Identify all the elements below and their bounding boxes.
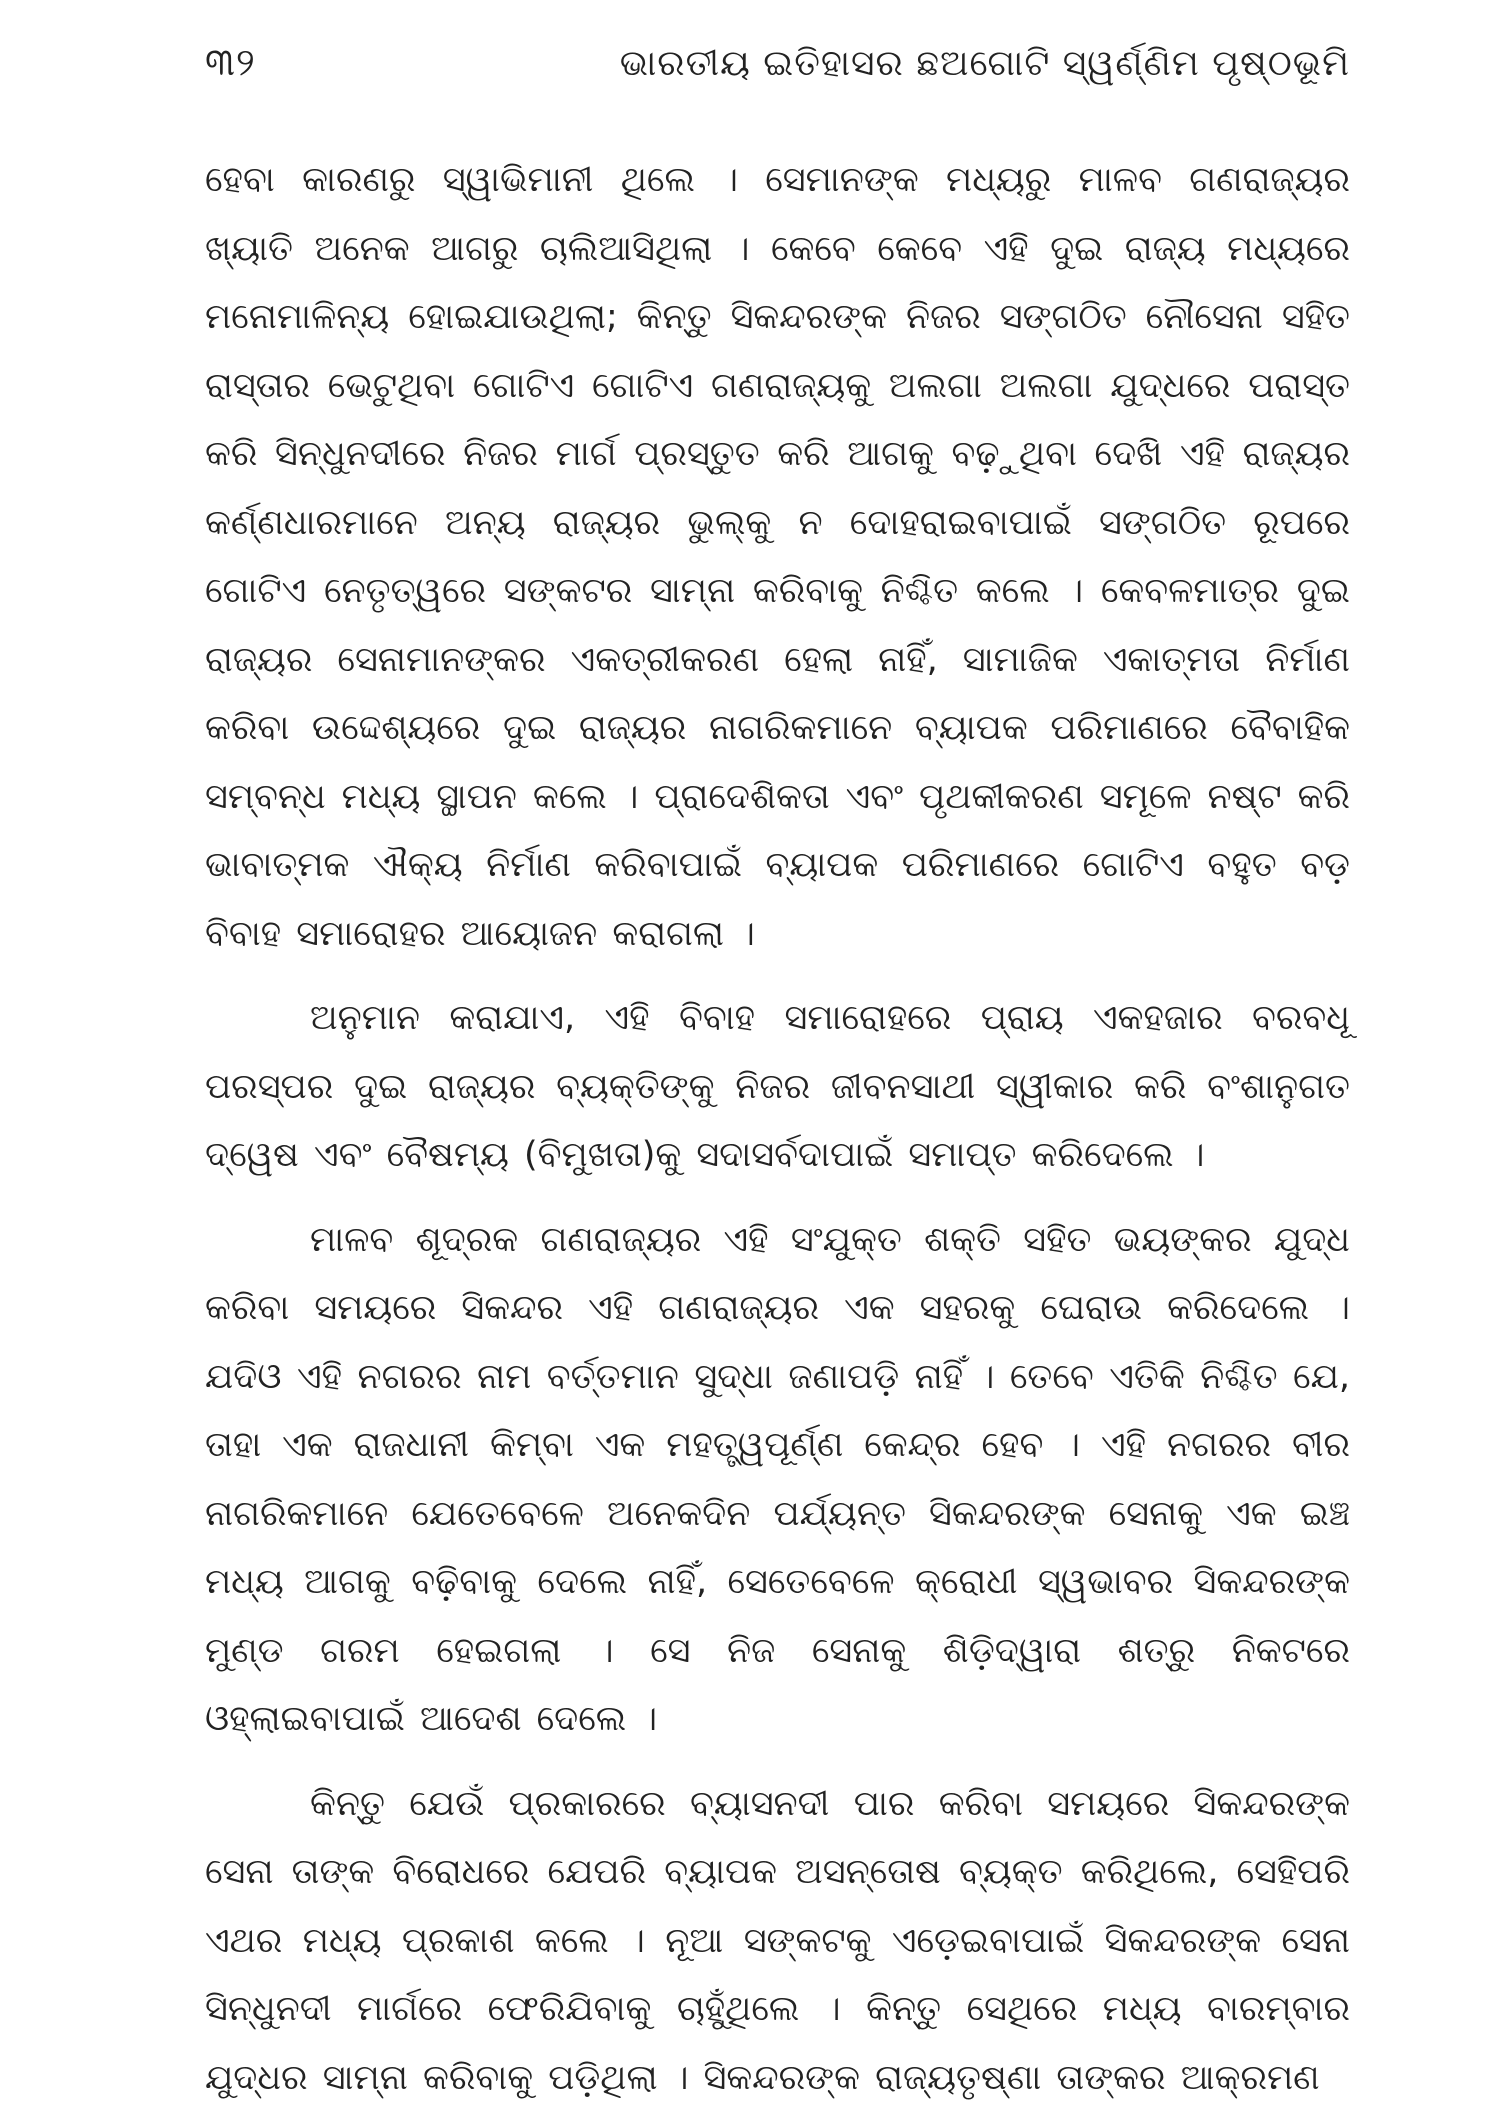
paragraph-3: ମାଳବ ଶୂଦ୍ରକ ଗଣରାଜ୍ୟର ଏହି ସଂଯୁକ୍ତ ଶକ୍ତି ସହିତ ଭୟଙ୍କର ଯୁଦ୍ଧ କରିବା ସମୟରେ ସିକନ୍ଦର ଏହି ଗଣରାଜ୍ୟର ଏକ ସହରକୁ ଘେରାଉ କରିଦେଲେ । ଯଦିଓ ଏହି ନଗରର ନାମ ବର୍ତ୍ତମାନ ସୁଦ୍ଧା ଜଣାପଡ଼ି ନାହିଁ । ତେବେ ଏତିକି ନିଶ୍ଚିତ ଯେ, ତାହା ଏକ ରାଜଧାନୀ କିମ୍ବା ଏକ ମହତ୍ତ୍ୱପୂର୍ଣ୍ଣ କେନ୍ଦ୍ର ହେବ । ଏହି ନଗରର ବୀର ନାଗରିକମାନେ ଯେତେବେଳେ ଅନେକଦିନ ପର୍ଯ୍ୟନ୍ତ ସିକନ୍ଦରଙ୍କ ସେନାକୁ ଏକ ଇଞ୍ଚ ମଧ୍ୟ ଆଗକୁ ବଢ଼ିବାକୁ ଦେଲେ ନାହିଁ, ସେତେବେଳେ କ୍ରୋଧୀ ସ୍ୱଭାବର ସିକନ୍ଦରଙ୍କ ମୁଣ୍ଡ ଗରମ ହେଇଗଲା । ସେ ନିଜ ସେନାକୁ ଶିଡ଼ିଦ୍ୱାରା ଶତ୍ରୁ ନିକଟରେ ଓହ୍ଲାଇବାପାଇଁ ଆଦେଶ ଦେଲେ ।: [205, 1206, 1350, 1754]
paragraph-4: କିନ୍ତୁ ଯେଉଁ ପ୍ରକାରରେ ବ୍ୟାସନଦୀ ପାର କରିବା ସମୟରେ ସିକନ୍ଦରଙ୍କ ସେନା ତାଙ୍କ ବିରୋଧରେ ଯେପରି ବ୍ୟାପକ ଅସନ୍ତୋଷ ବ୍ୟକ୍ତ କରିଥିଲେ, ସେହିପରି ଏଥର ମଧ୍ୟ ପ୍ରକାଶ କଲେ । ନୂଆ ସଙ୍କଟକୁ ଏଡ଼େଇବାପାଇଁ ସିକନ୍ଦରଙ୍କ ସେନା ସିନ୍ଧୁନଦୀ ମାର୍ଗରେ ଫେରିଯିବାକୁ ଚାହୁଁଥିଲେ । କିନ୍ତୁ ସେଥିରେ ମଧ୍ୟ ବାରମ୍ବାର ଯୁଦ୍ଧର ସାମ୍ନା କରିବାକୁ ପଡ଼ିଥିଲା । ସିକନ୍ଦରଙ୍କ ରାଜ୍ୟତୃଷ୍ଣା ତାଙ୍କର ଆକ୍ରମଣ: [205, 1770, 1350, 2112]
page-number: ୩୨: [205, 40, 256, 85]
body-text: [205, 146, 1350, 2112]
running-header: [205, 40, 1350, 110]
paragraph-1: ହେବା କାରଣରୁ ସ୍ୱାଭିମାନୀ ଥିଲେ । ସେମାନଙ୍କ ମଧ୍ୟରୁ ମାଳବ ଗଣରାଜ୍ୟର ଖ୍ୟାତି ଅନେକ ଆଗରୁ ଚାଲିଆସିଥିଲା । କେବେ କେବେ ଏହି ଦୁଇ ରାଜ୍ୟ ମଧ୍ୟରେ ମନୋମାଳିନ୍ୟ ହୋଇଯାଉଥିଲା; କିନ୍ତୁ ସିକନ୍ଦରଙ୍କ ନିଜର ସଙ୍ଗଠିତ ନୌସେନା ସହିତ ରାସ୍ତାର ଭେଟୁଥିବା ଗୋଟିଏ ଗୋଟିଏ ଗଣରାଜ୍ୟକୁ ଅଲଗା ଅଲଗା ଯୁଦ୍ଧରେ ପରାସ୍ତ କରି ସିନ୍ଧୁନଦୀରେ ନିଜର ମାର୍ଗ ପ୍ରସ୍ତୁତ କରି ଆଗକୁ ବଢ଼ୁଥିବା ଦେଖି ଏହି ରାଜ୍ୟର କର୍ଣ୍ଣଧାରମାନେ ଅନ୍ୟ ରାଜ୍ୟର ଭୁଲ୍‌କୁ ନ ଦୋହରାଇବାପାଇଁ ସଙ୍ଗଠିତ ରୂପରେ ଗୋଟିଏ ନେତୃତ୍ୱରେ ସଙ୍କଟର ସାମ୍ନା କରିବାକୁ ନିଶ୍ଚିତ କଲେ । କେବଳମାତ୍ର ଦୁଇ ରାଜ୍ୟର ସେନାମାନଙ୍କର ଏକତ୍ରୀକରଣ ହେଲା ନାହିଁ, ସାମାଜିକ ଏକାତ୍ମତା ନିର୍ମାଣ କରିବା ଉଦ୍ଦେଶ୍ୟରେ ଦୁଇ ରାଜ୍ୟର ନାଗରିକମାନେ ବ୍ୟାପକ ପରିମାଣରେ ବୈବାହିକ ସମ୍ବନ୍ଧ ମଧ୍ୟ ସ୍ଥାପନ କଲେ । ପ୍ରାଦେଶିକତା ଏବଂ ପୃଥକୀକରଣ ସମୂଳେ ନଷ୍ଟ କରି ଭାବାତ୍ମକ ଐକ୍ୟ ନିର୍ମାଣ କରିବାପାଇଁ ବ୍ୟାପକ ପରିମାଣରେ ଗୋଟିଏ ବହୁତ ବଡ଼ ବିବାହ ସମାରୋହର ଆୟୋଜନ କରାଗଲା ।: [205, 146, 1350, 968]
running-title: ଭାରତୀୟ ଇତିହାସର ଛଅଗୋଟି ସ୍ୱର୍ଣ୍ଣିମ ପୃଷ୍ଠଭୂମି: [620, 43, 1350, 85]
paragraph-2: ଅନୁମାନ କରାଯାଏ, ଏହି ବିବାହ ସମାରୋହରେ ପ୍ରାୟ ଏକହଜାର ବରବଧୂ ପରସ୍ପର ଦୁଇ ରାଜ୍ୟର ବ୍ୟକ୍ତିଙ୍କୁ ନିଜର ଜୀବନସାଥୀ ସ୍ୱୀକାର କରି ବଂଶାନୁଗତ ଦ୍ୱେଷ ଏବଂ ବୈଷମ୍ୟ (ବିମୁଖତା)କୁ ସଦାସର୍ବଦାପାଇଁ ସମାପ୍ତ କରିଦେଲେ ।: [205, 984, 1350, 1190]
